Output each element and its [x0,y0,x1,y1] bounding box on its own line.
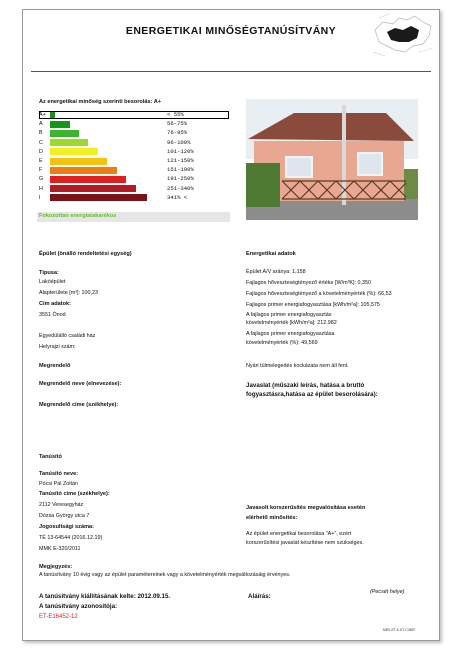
certifier-address-line: 2112 Veresegyház [39,502,84,508]
notes-text: A tanúsítvány 10 évig vagy az épület paramétereinek vagy a követelményérték megváltozásáig érvényes. [39,572,291,578]
scale-bar [50,130,79,137]
scale-bar [50,158,107,165]
energy-line: A fajlagos primer energiafogyasztás [246,312,332,318]
scale-letter: G [39,176,44,183]
improvement-heading: elérhető minősítés: [246,515,298,521]
scale-row [39,139,229,147]
certificate-id-value: ET-E16452-12 [39,614,78,620]
client-heading: Megrendelő [39,363,71,369]
suggestion-heading: Javaslat (műszaki leírás, hatása a bruttó [246,382,365,389]
document-code: MÉK-ET-K-ET-C4897 [383,628,416,632]
current-class-highlight [39,111,229,119]
energy-line: Épület A/V aránya: 1,158 [246,269,306,275]
building-type-value: Lakóépület [39,279,66,285]
scale-bar [50,121,70,128]
improvement-text: korszerűsítési javaslat készítése nem szükséges. [246,540,364,546]
scale-range: 121-150% [167,157,194,164]
scale-bar [50,176,126,183]
scale-range: 76-95% [167,129,188,137]
scale-bar [50,139,88,146]
energy-line: követelményérték [kWh/m²a]: 212,982 [246,320,337,326]
certificate-page [22,9,440,641]
hungary-map-icon [373,12,433,58]
client-name-label: Megrendelő neve (elnevezése): [39,381,122,387]
suggestion-heading: fogyasztásra,hatása az épület besorolására): [246,391,378,398]
scale-range: < 55% [167,111,184,118]
scale-letter: A [39,121,43,128]
certifier-license-line: TÉ 13-64544 (2016.12.19) [39,535,103,541]
scale-bar [50,185,136,192]
rating-class-banner [37,212,230,222]
building-address-label: Cím adatok: [39,301,72,307]
notes-heading: Megjegyzés: [39,564,73,570]
scale-row [39,157,229,165]
energy-line: A fajlagos primer energiafogyasztása [246,331,335,337]
rating-heading: Az energetikai minőség szerinti besorolás: A+ [39,99,162,105]
certifier-heading: Tanúsító [39,454,62,460]
scale-row [39,194,229,202]
scale-range: 191-250% [167,175,194,183]
certifier-address-label: Tanúsító címe (székhelye): [39,491,110,497]
scale-range: 151-190% [167,166,194,174]
energy-line: követelményérték (%): 49,569 [246,340,318,346]
scale-range: 341% < [167,193,188,201]
scale-letter: I [39,194,41,201]
client-address-label: Megrendelő címe (székhelye): [39,402,119,408]
scale-range: 101-120% [167,147,194,155]
building-subtype: Egyedülálló családi ház [39,333,96,339]
scale-row [39,129,229,137]
scale-row [39,148,229,156]
scale-letter: B [39,130,43,137]
building-heading: Épület (önálló rendeltetési egység) [39,251,132,257]
scale-row [39,120,229,128]
issue-date: A tanúsítvány kiállításának kelte: 2012.09.15. [39,593,171,600]
certifier-name-value: Pócsi Pál Zoltán [39,481,78,487]
scale-bar [50,167,117,174]
header-divider [31,71,431,72]
certifier-license-line: MMK E-320/2011 [39,546,81,552]
energy-line: Fajlagos hőveszteségtényező értéke [W/m³K]: 0,350 [246,280,371,286]
scale-letter: C [39,139,43,146]
scale-letter: H [39,185,43,192]
certificate-id-label: A tanúsítvány azonosítója: [39,603,118,610]
scale-range: 96-100% [167,138,191,146]
building-lot-number: Helyrajzi szám: [39,344,76,350]
scale-bar [50,148,98,155]
stamp-placeholder: (Pecsét helye) [370,589,405,595]
rating-class-text: Fokozottan energiatakarékos [39,213,117,219]
energy-line: Fajlagos hőveszteségtényező a követelményérték (%): 66,53 [246,291,392,297]
house-photo [246,99,418,220]
energy-heading: Energetikai adatok [246,251,296,257]
improvement-heading: Javasolt korszerűsítés megvalósítása esetén [246,505,366,511]
energy-line: Fajlagos primer energiafogyasztása [kWh/m²a]: 105,575 [246,302,380,308]
building-area: Alapterülete [m²]: 100,23 [39,290,99,296]
certifier-license-label: Jogosultsági száma: [39,524,95,530]
scale-range: 251-340% [167,184,194,192]
signature-label: Aláírás: [248,593,271,600]
certifier-address-line: Dózsa György utca 7 [39,513,90,519]
scale-range: 56-75% [167,120,188,128]
scale-row [39,185,229,193]
scale-row [39,175,229,183]
scale-letter: D [39,148,43,155]
improvement-text: Az épület energetikai besorolása "A+", ezért [246,531,352,537]
building-type-label: Típusa: [39,270,59,276]
building-address-value: 3551 Ónod [39,312,66,318]
certifier-name-label: Tanúsító neve: [39,471,79,477]
scale-letter: A+ [39,112,46,118]
scale-bar [50,194,147,201]
certificate-title: ENERGETIKAI MINŐSÉGTANÚSÍTVÁNY [125,25,337,37]
scale-letter: F [39,167,43,174]
scale-row [39,166,229,174]
scale-letter: E [39,158,43,164]
overheat-note: Nyári túlmelegedés kockázata nem áll fent. [246,363,349,369]
